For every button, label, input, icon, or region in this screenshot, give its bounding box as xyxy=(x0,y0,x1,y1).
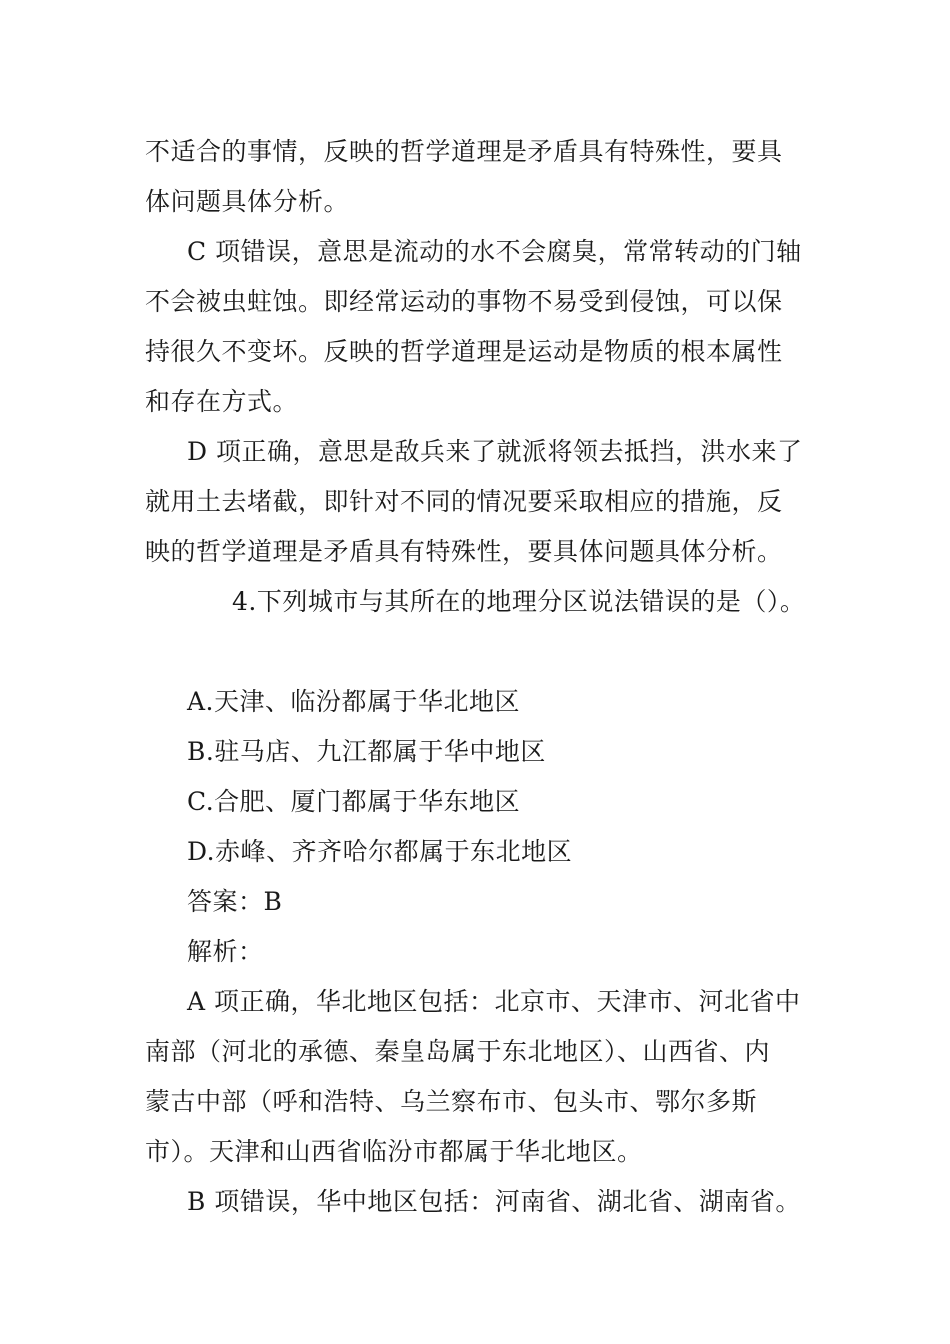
paragraph-line: D 项正确，意思是敌兵来了就派将领去抵挡，洪水来了 xyxy=(187,437,803,466)
analysis-line: A 项正确，华北地区包括：北京市、天津市、河北省中 xyxy=(187,987,801,1016)
paragraph-line: 就用土去堵截，即针对不同的情况要采取相应的措施，反 xyxy=(145,487,783,516)
paragraph-line: 不适合的事情，反映的哲学道理是矛盾具有特殊性，要具 xyxy=(145,137,783,166)
paragraph-line: 持很久不变坏。反映的哲学道理是运动是物质的根本属性 xyxy=(145,337,783,366)
option-b: B.驻马店、九江都属于华中地区 xyxy=(187,737,546,766)
answer-line: 答案：B xyxy=(187,887,283,916)
paragraph-line: C 项错误，意思是流动的水不会腐臭，常常转动的门轴 xyxy=(187,237,802,266)
option-a: A.天津、临汾都属于华北地区 xyxy=(187,687,521,716)
paragraph-line: 不会被虫蛀蚀。即经常运动的事物不易受到侵蚀，可以保 xyxy=(145,287,783,316)
paragraph-line: 体问题具体分析。 xyxy=(145,187,350,216)
analysis-line: 蒙古中部（呼和浩特、乌兰察布市、包头市、鄂尔多斯 xyxy=(145,1087,758,1116)
option-c: C.合肥、厦门都属于华东地区 xyxy=(187,787,521,816)
option-d: D.赤峰、齐齐哈尔都属于东北地区 xyxy=(187,837,573,866)
analysis-line: 南部（河北的承德、秦皇岛属于东北地区）、山西省、内 xyxy=(145,1037,771,1066)
paragraph-line: 映的哲学道理是矛盾具有特殊性，要具体问题具体分析。 xyxy=(145,537,783,566)
paragraph-line: 和存在方式。 xyxy=(145,387,299,416)
analysis-line: 市）。天津和山西省临汾市都属于华北地区。 xyxy=(145,1137,643,1166)
analysis-label: 解析： xyxy=(187,937,264,966)
analysis-line: B 项错误，华中地区包括：河南省、湖北省、湖南省。 xyxy=(187,1187,801,1216)
question-title: 4.下列城市与其所在的地理分区说法错误的是（）。 xyxy=(232,587,806,616)
